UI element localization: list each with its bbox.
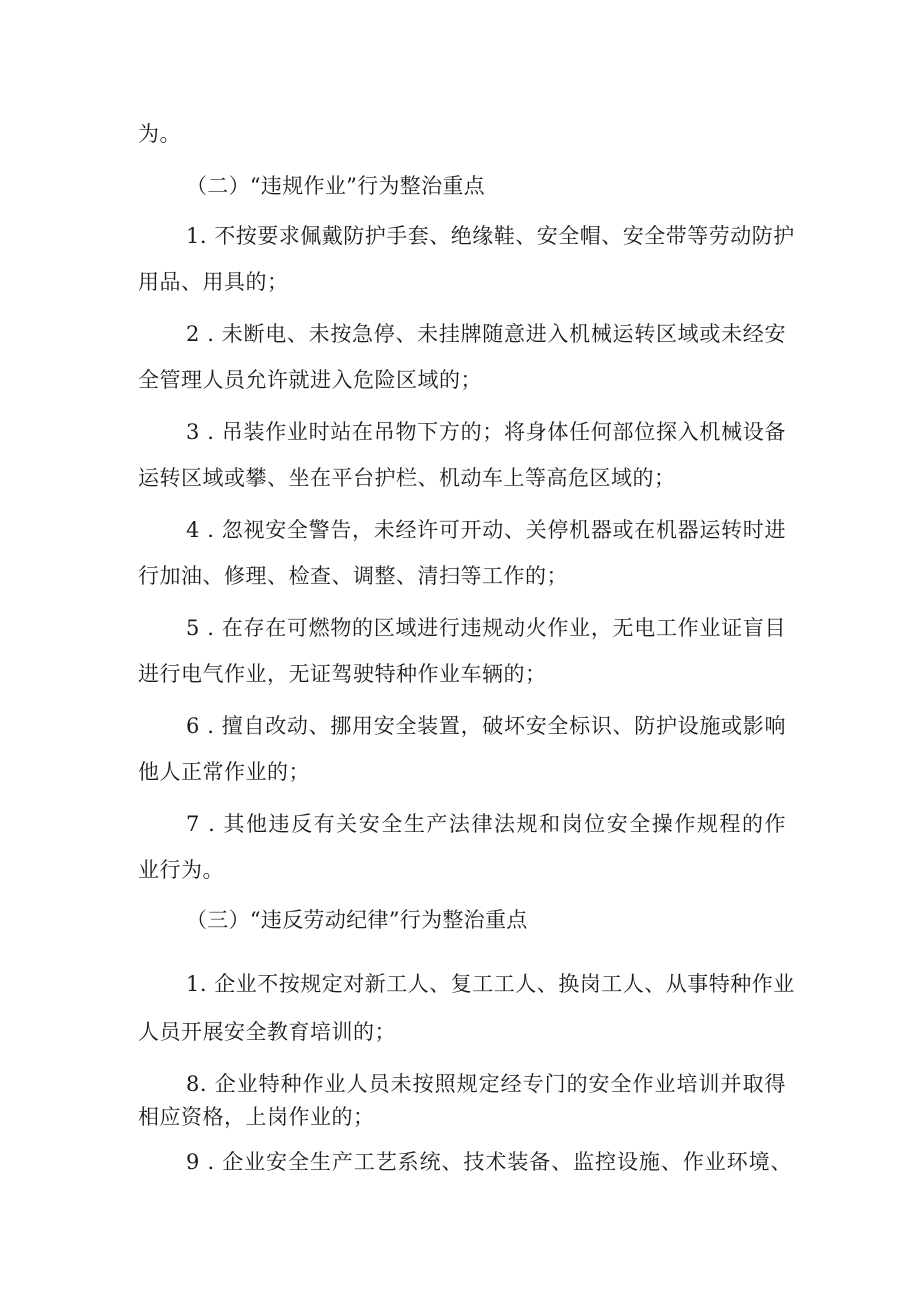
item-8-line-1: 1. 企业不按规定对新工人、复工工人、换岗工人、从事特种作业 [186, 972, 795, 996]
section-heading-2: （二）“违规作业”行为整治重点 [186, 174, 485, 198]
section-heading-3: （三）“违反劳动纪律”行为整治重点 [186, 908, 528, 932]
paragraph-continuation: 为。 [138, 122, 181, 146]
item-4-line-1: 4 . 忽视安全警告，未经许可开动、关停机器或在机器运转时进 [186, 518, 786, 542]
item-5-line-2: 进行电气作业，无证驾驶特种作业车辆的； [138, 662, 547, 686]
item-3-line-2: 运转区域或攀、坐在平台护栏、机动车上等高危区域的； [138, 466, 676, 490]
item-2-line-1: 2 . 未断电、未按急停、未挂牌随意进入机械运转区域或未经安 [186, 322, 786, 346]
item-10-line-1: 9 . 企业安全生产工艺系统、技术装备、监控设施、作业环境、 [186, 1150, 792, 1174]
item-6-line-2: 他人正常作业的； [138, 760, 310, 784]
item-7-line-1: 7 . 其他违反有关安全生产法律法规和岗位安全操作规程的作 [186, 812, 786, 836]
item-5-line-1: 5 . 在存在可燃物的区域进行违规动火作业，无电工作业证盲目 [186, 616, 786, 640]
item-9-line-2: 相应资格，上岗作业的； [138, 1105, 375, 1129]
item-8-line-2: 人员开展安全教育培训的； [138, 1020, 396, 1044]
item-9-line-1: 8. 企业特种作业人员未按照规定经专门的安全作业培训并取得 [186, 1072, 786, 1096]
item-3-line-1: 3 . 吊装作业时站在吊物下方的；将身体任何部位探入机械设备 [186, 420, 786, 444]
item-4-line-2: 行加油、修理、检查、调整、清扫等工作的； [138, 564, 568, 588]
item-6-line-1: 6 . 擅自改动、挪用安全装置，破坏安全标识、防护设施或影响 [186, 714, 786, 738]
item-1-line-2: 用品、用具的； [138, 270, 289, 294]
item-2-line-2: 全管理人员允许就进入危险区域的； [138, 368, 482, 392]
item-1-line-1: 1. 不按要求佩戴防护手套、绝缘鞋、安全帽、安全带等劳动防护 [186, 224, 795, 248]
item-7-line-2: 业行为。 [138, 858, 224, 882]
